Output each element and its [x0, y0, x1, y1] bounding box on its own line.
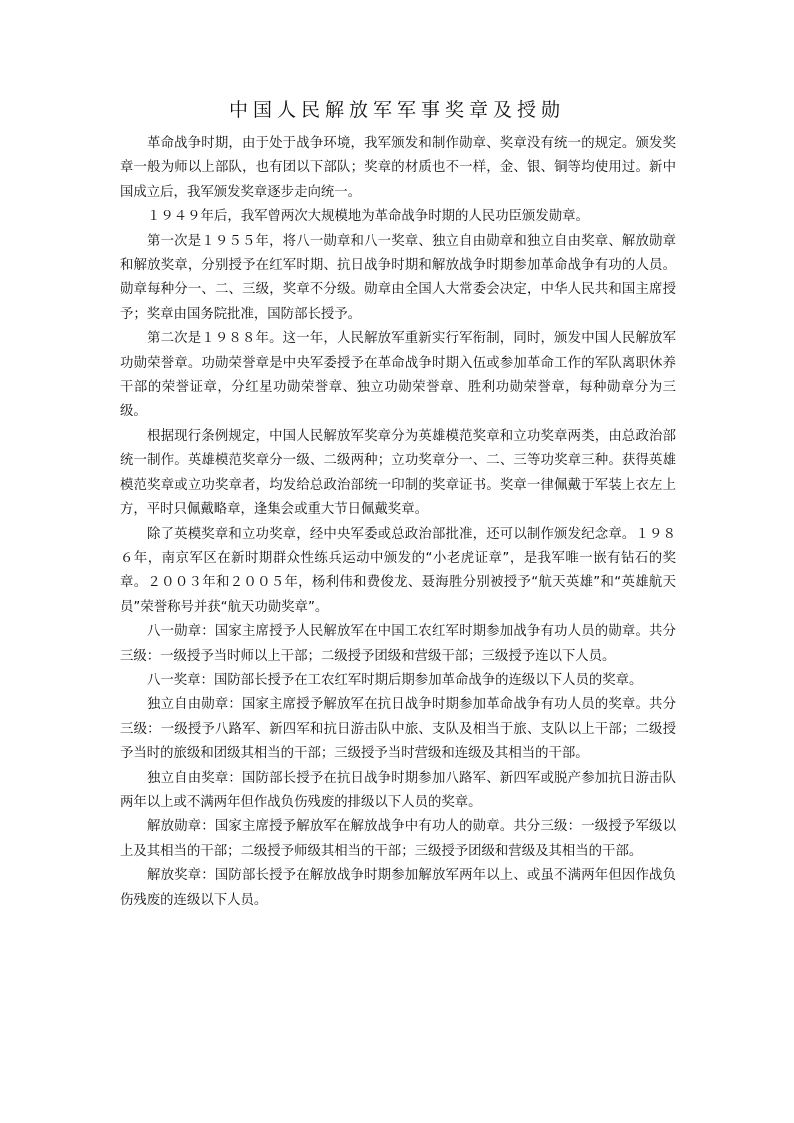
paragraph-current-regulations: 根据现行条例规定，中国人民解放军奖章分为英雄模范奖章和立功奖章两类，由总政治部统一制作。英雄模范奖章分一级、二级两种；立功奖章分一、二、三等功奖章三种。获得英雄模范奖章或立功奖章者，均发给总政治部统一印制的奖章证书。奖章一律佩戴于军装上衣左上方，平时只佩戴略章，逢集会或重大节日佩戴奖章。 — [120, 428, 676, 518]
paragraph-bayi-award: 八一奖章：国防部长授予在工农红军时期后期参加革命战争的连级以下人员的奖章。 — [147, 672, 643, 688]
paragraph-bayi-medal: 八一勋章：国家主席授予人民解放军在中国工农红军时期参加战争有功人员的勋章。共分三级：一级授予当时师以上干部；二级授予团级和营级干部；三级授予连以下人员。 — [120, 624, 676, 664]
paragraph-commemorative-medals: 除了英模奖章和立功奖章，经中央军委或总政治部批准，还可以制作颁发纪念章。１９８６年，南京军区在新时期群众性练兵运动中颁发的“小老虎证章”，是我军唯一嵌有钻石的奖章。２００３年和２００５年，杨利伟和费俊龙、聂海胜分别被授予“航天英雄”和“英雄航天员”荣誉称号并获“航天功勋奖章”。 — [120, 526, 676, 615]
paragraph-intro: 革命战争时期，由于处于战争环境，我军颁发和制作勋章、奖章没有统一的规定。颁发奖章一般为师以上部队，也有团以下部队；奖章的材质也不一样，金、银、铜等均使用过。新中国成立后，我军颁发奖章逐步走向统一。 — [120, 136, 676, 200]
paragraph-liberation-award: 解放奖章：国防部长授予在解放战争时期参加解放军两年以上、或虽不满两年但因作战负伤残废的连级以下人员。 — [120, 868, 676, 908]
paragraph-1949: １９４９年后，我军曾两次大规模地为革命战争时期的人民功臣颁发勋章。 — [147, 209, 589, 225]
paragraph-first-award-1955: 第一次是１９５５年，将八一勋章和八一奖章、独立自由勋章和独立自由奖章、解放勋章和解放奖章，分别授予在红军时期、抗日战争时期和解放战争时期参加革命战争有功的人员。勋章每种分一、二、三级，奖章不分级。勋章由全国人大常委会决定，中华人民共和国主席授予；奖章由国务院批准，国防部长授予。 — [120, 233, 676, 322]
paragraph-independence-medal: 独立自由勋章：国家主席授予解放军在抗日战争时期参加革命战争有功人员的奖章。共分三级：一级授予八路军、新四军和抗日游击队中旅、支队及相当于旅、支队以上干部；二级授予当时的旅级和团级其相当的干部；三级授予当时营级和连级及其相当的干部。 — [120, 697, 676, 762]
paragraph-liberation-medal: 解放勋章：国家主席授予解放军在解放战争中有功人的勋章。共分三级：一级授予军级以上及其相当的干部；二级授予师级其相当的干部；三级授予团级和营级及其相当的干部。 — [120, 819, 676, 859]
document-title: 中国人民解放军军事奖章及授勋 — [228, 99, 565, 121]
paragraph-independence-award: 独立自由奖章：国防部长授予在抗日战争时期参加八路军、新四军或脱产参加抗日游击队两年以上或不满两年但作战负伤残废的排级以下人员的奖章。 — [120, 770, 676, 810]
document-body — [120, 132, 676, 913]
paragraph-second-award-1988: 第二次是１９８８年。这一年，人民解放军重新实行军衔制，同时，颁发中国人民解放军功勋荣誉章。功勋荣誉章是中央军委授予在革命战争时期入伍或参加革命工作的军队离职休养干部的荣誉证章，分红星功勋荣誉章、独立功勋荣誉章、胜利功勋荣誉章，每种勋章分为三级。 — [120, 331, 676, 420]
